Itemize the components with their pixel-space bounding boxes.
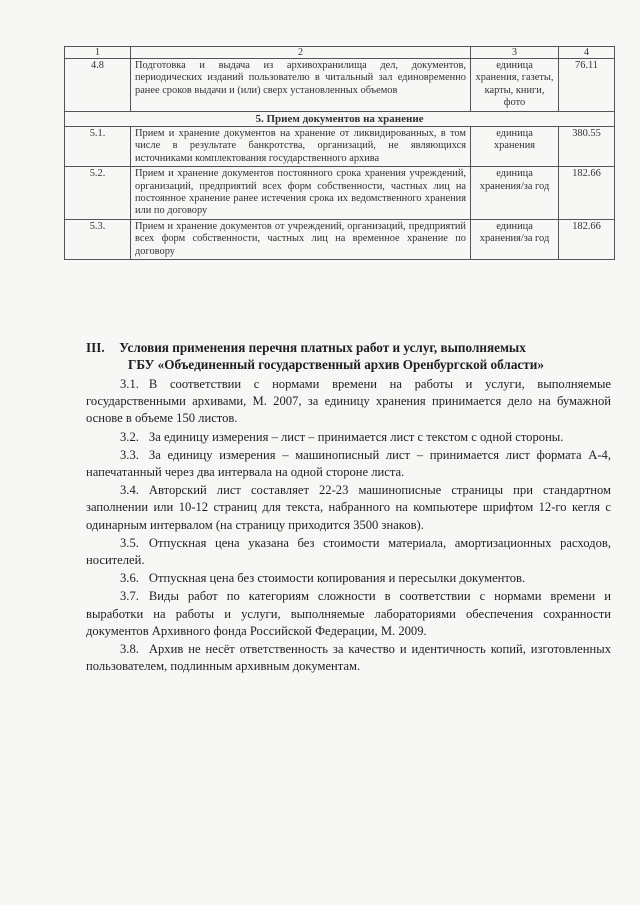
paragraph (86, 376, 611, 428)
paragraph-text: Архив не несёт ответственность за качество и идентичность копий, изготовленных пользователем, подлинным архивным документам. (86, 642, 611, 674)
section-title-line2: ГБУ «Объединенный государственный архив Оренбургской области» (128, 357, 544, 372)
section-title-line1: Условия применения перечня платных работ и услуг, выполняемых (119, 340, 526, 355)
header-cell: 2 (131, 47, 471, 59)
conditions-body (86, 376, 611, 676)
table-header-row (65, 47, 615, 59)
paragraph-text: Отпускная цена указана без стоимости материала, амортизационных расходов, носителей. (86, 535, 611, 568)
paragraph (86, 641, 611, 675)
row-description: Прием и хранение документов постоянного срока хранения учреждений, организаций, предприятий всех форм собственности, частных лиц на постоянное хранение ранее истечения срока их ведомственного хранения или по договору (131, 167, 471, 220)
row-description: Подготовка и выдача из архивохранилища дел, документов, периодических изданий пользователю в читальный зал единовременно ранее сроков выдачи и (или) сверх установленных объемов (131, 59, 471, 112)
paragraph-text: За единицу измерения – машинописный лист – принимается лист формата А-4, напечатанный через два интервала на одной стороне листа. (86, 447, 611, 480)
paragraph-number: 3.7. (120, 589, 139, 604)
section-row (65, 111, 615, 126)
paragraph-number: 3.6. (120, 571, 139, 586)
row-description: Прием и хранение документов от учреждений, организаций, предприятий всех форм собственности, частных лиц на временное хранение по договору (131, 219, 471, 259)
row-unit: единица хранения (471, 127, 559, 167)
paragraph (86, 482, 611, 534)
paragraph (86, 447, 611, 481)
header-cell: 3 (471, 47, 559, 59)
paragraph (86, 535, 611, 569)
paragraph (86, 429, 611, 446)
paragraph-text: Виды работ по категориям сложности в соответствии с нормами времени и выработки на работы и услуги, выполняемые лабораториями обеспечения сохранности документов Архивного фонда Российской Федерации, М. 2009. (86, 589, 611, 638)
paragraph-number: 3.3. (120, 447, 139, 462)
row-price: 380.55 (559, 127, 615, 167)
row-price: 76.11 (559, 59, 615, 112)
row-number: 5.2. (65, 167, 131, 220)
header-cell: 4 (559, 47, 615, 59)
paragraph-text: За единицу измерения – лист – принимается лист с текстом с одной стороны. (148, 429, 564, 444)
row-unit: единица хранения/за год (471, 167, 559, 220)
row-price: 182.66 (559, 167, 615, 220)
paragraph-number: 3.1. (120, 377, 139, 391)
section-title (86, 339, 626, 373)
row-description: Прием и хранение документов на хранение от ликвидированных, в том числе в результате банкротства, организаций, не являющихся источниками комплектования государственного архива (131, 127, 471, 167)
paragraph-text: В соответствии с нормами времени на работы и услуги, выполняемые государственными архивами, М. 2007, за единицу хранения принимается дело на бумажной основе в объеме 150 листов. (86, 377, 611, 426)
row-number: 5.3. (65, 219, 131, 259)
row-number: 5.1. (65, 127, 131, 167)
row-unit: единица хранения/за год (471, 219, 559, 259)
paragraph-text: Авторский лист составляет 22-23 машинописные страницы при стандартном заполнении или 10-12 страниц для текста, набранного на компьютере шрифтом 12-го кегля с одинарным интервалом (на страницу приходится 3500 знаков). (86, 483, 611, 532)
paragraph (86, 570, 611, 587)
paragraph-text: Отпускная цена без стоимости копирования и пересылки документов. (148, 571, 526, 586)
paragraph-number: 3.4. (120, 483, 139, 498)
paragraph-number: 3.8. (120, 642, 139, 657)
price-table (64, 46, 615, 260)
row-price: 182.66 (559, 219, 615, 259)
paragraph-number: 3.2. (120, 429, 139, 444)
table-row (65, 59, 615, 112)
table-row (65, 127, 615, 167)
section-heading: 5. Прием документов на хранение (65, 111, 615, 126)
paragraph-number: 3.5. (120, 535, 139, 550)
table-row (65, 219, 615, 259)
paragraph (86, 588, 611, 640)
table-row (65, 167, 615, 220)
row-number: 4.8 (65, 59, 131, 112)
row-unit: единица хранения, газеты, карты, книги, фото (471, 59, 559, 112)
header-cell: 1 (65, 47, 131, 59)
section-number: III. (86, 340, 105, 355)
